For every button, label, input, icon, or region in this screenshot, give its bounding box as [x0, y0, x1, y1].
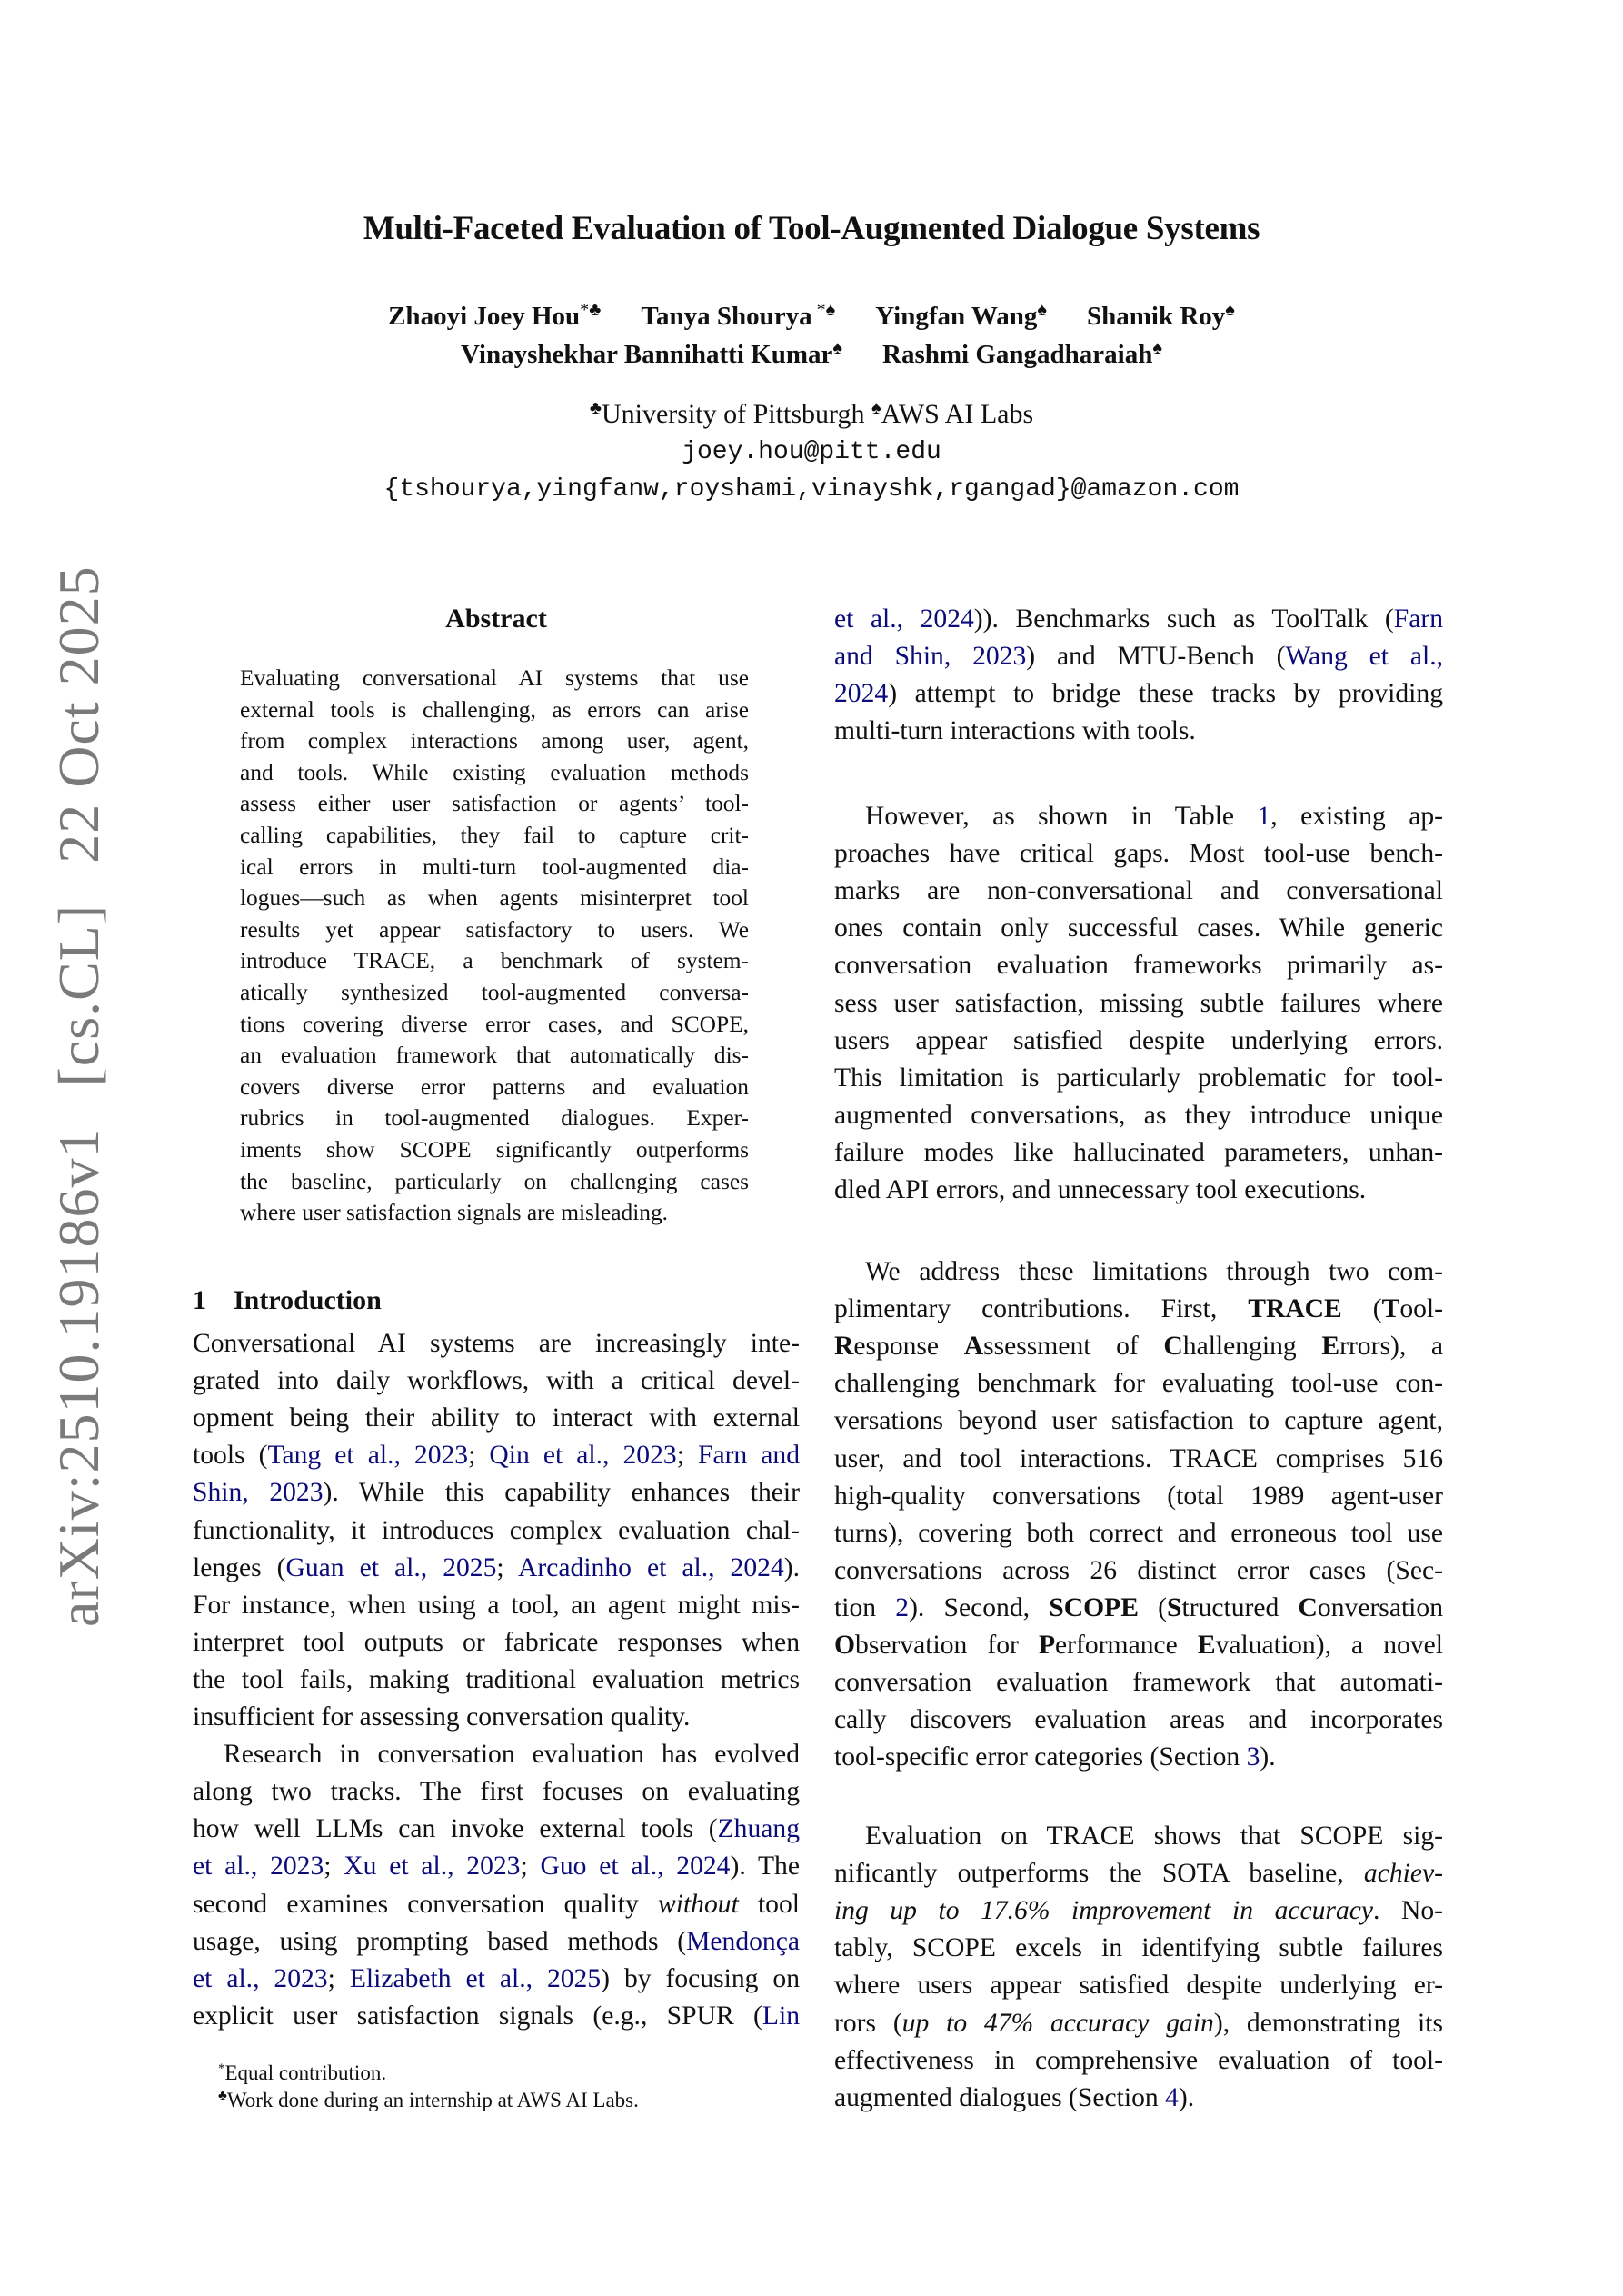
- text-segment: along two tracks. The first focuses on evaluating: [193, 1777, 800, 1807]
- arxiv-stamp: [45, 565, 113, 1627]
- text-segment: tool-specific error categories (Section: [834, 1742, 1247, 1772]
- text-segment: ssessment of: [983, 1332, 1164, 1362]
- section-heading-introduction: [193, 1285, 382, 1316]
- citation-link[interactable]: 2024: [834, 679, 889, 709]
- text-segment: ) attempt to bridge these tracks by providing: [888, 679, 1443, 709]
- text-segment: ;: [676, 1441, 698, 1471]
- affiliation-mark-icon: *♣: [580, 300, 602, 320]
- text-segment: ). The: [730, 1852, 800, 1882]
- citation-link[interactable]: Elizabeth et al., 2025: [349, 1963, 602, 1993]
- text-segment: nificantly outperforms the SOTA baseline,: [834, 1859, 1364, 1889]
- paper-title: Multi-Faceted Evaluation of Tool-Augmented Dialogue Systems: [363, 210, 1260, 247]
- text-line: [834, 2046, 1443, 2082]
- text-segment: For instance, when using a tool, an agent might mis-: [193, 1590, 800, 1620]
- text-segment: lenges (: [193, 1552, 286, 1582]
- citation-link[interactable]: Zhuang: [717, 1814, 800, 1844]
- asterisk-mark-icon: *: [218, 2061, 225, 2076]
- affiliation-pitt: University of Pittsburgh: [601, 399, 865, 429]
- citation-link[interactable]: et al., 2024: [834, 604, 974, 634]
- bold-text: C: [1163, 1332, 1183, 1362]
- affiliation-aws: AWS AI Labs: [881, 399, 1034, 429]
- text-line: [834, 604, 1443, 641]
- author-name: Tanya Shourya *♠: [641, 300, 836, 331]
- email-amazon: {tshourya,yingfanw,royshami,vinayshk,rgangad}@amazon.com: [383, 475, 1240, 504]
- citation-link[interactable]: 4: [1165, 2082, 1179, 2112]
- text-line: [193, 1441, 800, 1477]
- text-line: [834, 1332, 1443, 1368]
- text-line: [834, 951, 1443, 987]
- text-segment: , existing ap-: [1270, 802, 1443, 831]
- abstract-line: results yet appear satisfactory to users. We: [240, 916, 749, 943]
- text-line: [834, 1631, 1443, 1667]
- bold-text: O: [834, 1631, 856, 1660]
- abstract-line: rubrics in tool-augmented dialogues. Exper-: [240, 1105, 749, 1132]
- bold-text: C: [1298, 1592, 1318, 1622]
- text-segment: conversations across 26 distinct error cases (Sec-: [834, 1555, 1443, 1585]
- text-line: [193, 1890, 800, 1926]
- abstract-line: Evaluating conversational AI systems that use: [240, 665, 749, 691]
- text-segment: second examines conversation quality: [193, 1889, 658, 1919]
- footnote: [218, 2089, 639, 2112]
- text-segment: marks are non-conversational and conversational: [834, 876, 1443, 906]
- arxiv-category: [cs.CL]: [46, 903, 111, 1087]
- citation-link[interactable]: 2: [895, 1592, 910, 1622]
- text-segment: ;: [324, 1852, 344, 1882]
- text-line: [834, 1519, 1443, 1555]
- text-line: [834, 1556, 1443, 1592]
- abstract-line: logues—such as when agents misinterpret tool: [240, 885, 749, 912]
- text-line: [834, 876, 1443, 913]
- citation-link[interactable]: Arcadinho et al., 2024: [518, 1552, 784, 1582]
- text-segment: dled API errors, and unnecessary tool executions.: [834, 1175, 1367, 1204]
- bold-text: S: [1167, 1592, 1182, 1622]
- citation-link[interactable]: et al., 2023: [193, 1852, 324, 1882]
- footnote-text: Equal contribution.: [224, 2061, 387, 2084]
- spade-symbol-icon: ♠: [871, 398, 881, 418]
- text-line: [193, 1478, 800, 1514]
- text-line: [193, 1964, 800, 2001]
- text-segment: rors (: [834, 2008, 902, 2038]
- text-segment: tool: [738, 1889, 800, 1919]
- text-line: [193, 1852, 800, 1888]
- section-number: 1: [193, 1285, 206, 1315]
- text-segment: Conversational AI systems are increasingly inte-: [193, 1329, 800, 1358]
- text-segment: bservation for: [855, 1631, 1039, 1660]
- text-segment: ). While this capability enhances their: [323, 1478, 800, 1508]
- citation-link[interactable]: Shin, 2023: [193, 1478, 324, 1508]
- footnote-text: Work done during an internship at AWS AI Labs.: [226, 2089, 639, 2111]
- text-line: [193, 1628, 800, 1664]
- text-segment: (: [1341, 1294, 1382, 1324]
- text-line: [834, 679, 1443, 715]
- text-line: [834, 1406, 1443, 1442]
- text-line: [193, 2002, 800, 2038]
- text-segment: high-quality conversations (total 1989 agent-user: [834, 1481, 1443, 1511]
- text-line: [193, 1591, 800, 1627]
- text-segment: usage, using prompting based methods (: [193, 1926, 687, 1956]
- citation-link[interactable]: and Shin, 2023: [834, 642, 1027, 672]
- author-name: Zhaoyi Joey Hou*♣: [388, 300, 602, 331]
- text-segment: Research in conversation evaluation has evolved: [224, 1740, 800, 1770]
- text-line: [193, 1702, 800, 1739]
- text-line: [193, 1927, 800, 1963]
- text-line: [193, 1366, 800, 1403]
- text-line: [865, 1257, 1443, 1293]
- text-segment: ;: [496, 1552, 519, 1582]
- abstract-line: atically synthesized tool-augmented conversa-: [240, 980, 749, 1005]
- abstract-line: and tools. While existing evaluation methods: [240, 759, 749, 785]
- text-segment: conversation evaluation framework that automati-: [834, 1668, 1443, 1698]
- text-segment: ).: [1260, 1742, 1276, 1772]
- text-segment: ;: [327, 1963, 350, 1993]
- text-segment: multi-turn interactions with tools.: [834, 716, 1196, 746]
- text-segment: ;: [468, 1441, 490, 1471]
- text-line: [834, 913, 1443, 950]
- text-segment: plimentary contributions. First,: [834, 1294, 1249, 1324]
- text-segment: users appear satisfied despite underlying errors.: [834, 1025, 1443, 1055]
- text-line: [834, 642, 1443, 678]
- text-segment: versations beyond user satisfaction to capture agent,: [834, 1406, 1443, 1436]
- citation-link[interactable]: Qin et al., 2023: [489, 1441, 677, 1471]
- text-line: [193, 1665, 800, 1702]
- text-segment: augmented conversations, as they introduce unique: [834, 1100, 1443, 1130]
- text-segment: tion: [834, 1592, 896, 1622]
- affiliation-mark-icon: ♠: [1152, 338, 1162, 358]
- text-line: [193, 1553, 800, 1590]
- abstract-line: ical errors in multi-turn tool-augmented dia-: [240, 854, 749, 880]
- author-row-2: [0, 338, 1623, 370]
- text-segment: sess user satisfaction, missing subtle failures where: [834, 988, 1443, 1018]
- affiliation-mark-icon: ♠: [832, 338, 842, 358]
- bold-text: E: [1321, 1332, 1340, 1362]
- text-segment: ;: [520, 1852, 541, 1882]
- abstract-line: from complex interactions among user, agent,: [240, 728, 749, 754]
- citation-link[interactable]: Guan et al., 2025: [285, 1552, 497, 1582]
- text-line: [834, 1896, 1443, 1932]
- text-segment: grated into daily workflows, with a critical devel-: [193, 1366, 800, 1396]
- text-segment: failure modes like hallucinated parameters, unhan-: [834, 1137, 1443, 1167]
- text-segment: where users appear satisfied despite underlying er-: [834, 1971, 1443, 2001]
- text-segment: esponse: [853, 1332, 964, 1362]
- text-line: [865, 1822, 1443, 1858]
- text-line: [834, 989, 1443, 1025]
- text-segment: conversation evaluation frameworks primarily as-: [834, 951, 1443, 981]
- text-segment: onversation: [1317, 1592, 1443, 1622]
- citation-link[interactable]: Wang et al.,: [1285, 642, 1443, 672]
- abstract-line: assess either user satisfaction or agents’ tool-: [240, 791, 749, 817]
- text-segment: ).: [783, 1552, 800, 1582]
- abstract-line: external tools is challenging, as errors can arise: [240, 696, 749, 723]
- text-segment: valuation), a novel: [1215, 1631, 1444, 1660]
- text-line: [834, 1933, 1443, 1970]
- text-segment: tructured: [1181, 1592, 1299, 1622]
- text-segment: insufficient for assessing conversation quality.: [193, 1702, 691, 1732]
- text-line: [834, 1294, 1443, 1331]
- citation-link[interactable]: Lin: [762, 2001, 800, 2031]
- text-segment: (: [1138, 1592, 1168, 1622]
- text-line: [193, 1403, 800, 1440]
- email-pitt: joey.hou@pitt.edu: [682, 438, 941, 466]
- text-segment: . No-: [1373, 1896, 1443, 1926]
- text-segment: proaches have critical gaps. Most tool-use bench-: [834, 839, 1443, 869]
- text-line: [834, 1101, 1443, 1137]
- text-line: [834, 1482, 1443, 1518]
- text-segment: opment being their ability to interact with external: [193, 1403, 800, 1433]
- citation-link[interactable]: et al., 2023: [193, 1963, 328, 1993]
- text-segment: hallenging: [1182, 1332, 1322, 1362]
- text-segment: the tool fails, making traditional evaluation metrics: [193, 1664, 800, 1694]
- abstract-heading: Abstract: [445, 604, 547, 634]
- text-segment: explicit user satisfaction signals (e.g., SPUR (: [193, 2001, 762, 2031]
- text-segment: ). Second,: [909, 1592, 1050, 1622]
- text-line: [193, 1814, 800, 1851]
- text-line: [834, 716, 1443, 753]
- section-title: Introduction: [234, 1285, 382, 1315]
- author-name: Rashmi Gangadharaiah♠: [882, 338, 1162, 369]
- text-segment: ool-: [1399, 1294, 1443, 1324]
- author-name: Yingfan Wang♠: [875, 300, 1047, 331]
- citation-link[interactable]: Xu et al., 2023: [344, 1852, 521, 1882]
- text-segment: )). Benchmarks such as ToolTalk (: [973, 604, 1394, 634]
- text-segment: turns), covering both correct and erroneous tool use: [834, 1518, 1443, 1548]
- club-symbol-icon: ♣: [589, 398, 602, 418]
- text-segment: augmented dialogues (Section: [834, 2082, 1166, 2112]
- bold-text: P: [1038, 1631, 1056, 1660]
- text-line: [834, 1859, 1443, 1895]
- text-segment: However, as shown in Table: [865, 802, 1258, 831]
- bold-text: E: [1197, 1631, 1216, 1660]
- abstract-line: the baseline, particularly on challenging cases: [240, 1168, 749, 1194]
- bold-text: R: [834, 1332, 854, 1362]
- text-segment: ) and MTU-Bench (: [1026, 642, 1286, 672]
- club-symbol-icon: ♣: [218, 2089, 227, 2103]
- text-segment: We address these limitations through two com-: [865, 1257, 1443, 1286]
- text-segment: interpret tool outputs or fabricate responses when: [193, 1627, 800, 1657]
- arxiv-id: arXiv:2510.19186v1: [46, 1127, 111, 1627]
- citation-link[interactable]: Tang et al., 2023: [267, 1441, 469, 1471]
- abstract-line: iments show SCOPE significantly outperforms: [240, 1137, 749, 1163]
- abstract-line: calling capabilities, they fail to capture crit-: [240, 823, 749, 848]
- citation-link[interactable]: 1: [1257, 802, 1271, 831]
- text-line: [834, 1063, 1443, 1100]
- text-line: [834, 1138, 1443, 1174]
- text-segment: erformance: [1055, 1631, 1198, 1660]
- affiliation-mark-icon: ♠: [1037, 300, 1047, 320]
- text-segment: ), demonstrating its: [1213, 2008, 1444, 2038]
- italic-text: up to 47% accuracy gain: [901, 2008, 1214, 2038]
- text-segment: cally discovers evaluation areas and incorporates: [834, 1705, 1443, 1735]
- text-line: [834, 1742, 1443, 1779]
- text-line: [193, 1777, 800, 1813]
- bold-text: SCOPE: [1049, 1592, 1139, 1622]
- citation-link[interactable]: Farn: [1393, 604, 1444, 634]
- footnote: [218, 2061, 386, 2085]
- author-row-1: [0, 300, 1623, 332]
- text-segment: effectiveness in comprehensive evaluation of tool-: [834, 2045, 1443, 2075]
- text-segment: challenging benchmark for evaluating tool-use con-: [834, 1369, 1443, 1399]
- text-segment: ).: [1178, 2082, 1195, 2112]
- citation-link[interactable]: 3: [1246, 1742, 1260, 1772]
- text-segment: This limitation is particularly problematic for tool-: [834, 1063, 1443, 1093]
- text-segment: rrors), a: [1339, 1332, 1443, 1362]
- text-line: [834, 1369, 1443, 1405]
- text-segment: how well LLMs can invoke external tools (: [193, 1814, 718, 1844]
- italic-text: achiev-: [1363, 1859, 1443, 1889]
- text-line: [193, 1516, 800, 1552]
- text-line: [834, 2009, 1443, 2045]
- text-line: [865, 802, 1443, 838]
- citation-link[interactable]: Farn and: [697, 1441, 801, 1471]
- italic-text: ing up to 17.6% improvement in accuracy: [834, 1896, 1374, 1926]
- abstract-line: an evaluation framework that automatically dis-: [240, 1043, 749, 1069]
- bold-text: A: [963, 1332, 984, 1362]
- text-line: [834, 1026, 1443, 1063]
- text-line: [224, 1740, 800, 1776]
- text-segment: tools (: [193, 1441, 268, 1471]
- affiliation-mark-icon: ♠: [1225, 300, 1235, 320]
- text-line: [834, 1971, 1443, 2007]
- text-segment: tably, SCOPE excels in identifying subtle failures: [834, 1933, 1443, 1963]
- affiliation-mark-icon: *♠: [812, 300, 836, 320]
- author-name: Shamik Roy♠: [1086, 300, 1235, 331]
- affiliations: [0, 398, 1623, 430]
- text-line: [834, 2083, 1443, 2120]
- author-name: Vinayshekhar Bannihatti Kumar♠: [461, 338, 842, 369]
- abstract-line: tions covering diverse error cases, and SCOPE,: [240, 1011, 749, 1037]
- text-line: [834, 1175, 1443, 1212]
- abstract-line: where user satisfaction signals are misleading.: [240, 1200, 668, 1226]
- text-segment: Evaluation on TRACE shows that SCOPE sig-: [865, 1822, 1443, 1851]
- text-line: [834, 839, 1443, 875]
- bold-text: T: [1381, 1294, 1400, 1324]
- text-line: [834, 1705, 1443, 1742]
- text-line: [834, 1668, 1443, 1704]
- text-segment: ones contain only successful cases. While generic: [834, 913, 1443, 943]
- text-line: [834, 1593, 1443, 1630]
- abstract-line: covers diverse error patterns and evaluation: [240, 1073, 749, 1100]
- abstract-line: introduce TRACE, a benchmark of system-: [240, 948, 749, 974]
- citation-link[interactable]: Mendonça: [686, 1926, 800, 1956]
- text-segment: ) by focusing on: [601, 1963, 801, 1993]
- bold-text: TRACE: [1248, 1294, 1342, 1324]
- italic-text: without: [658, 1889, 739, 1919]
- arxiv-date: 22 Oct 2025: [46, 565, 111, 863]
- text-line: [834, 1444, 1443, 1481]
- text-segment: functionality, it introduces complex evaluation chal-: [193, 1515, 800, 1545]
- citation-link[interactable]: Guo et al., 2024: [540, 1852, 731, 1882]
- text-segment: user, and tool interactions. TRACE comprises 516: [834, 1443, 1443, 1473]
- text-line: [193, 1329, 800, 1365]
